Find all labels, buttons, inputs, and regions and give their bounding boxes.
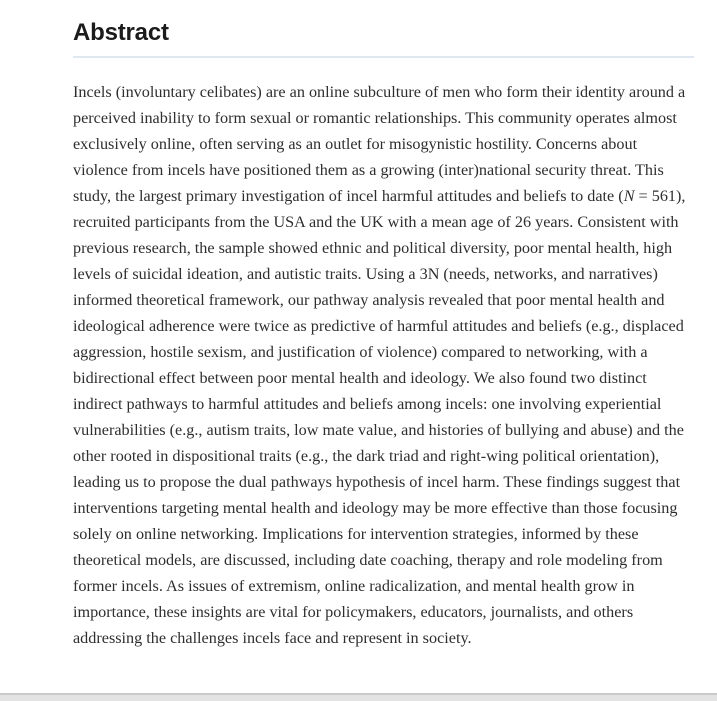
sample-size-variable: N bbox=[623, 187, 635, 205]
abstract-text-part1: Incels (involuntary celibates) are an online subculture of men who form their identity around a perceived inability to form sexual or romantic relationships. This community operates almost exclusively online, often serving as an outlet for misogynistic hostility. Concerns about violence from incels have positioned them as a growing (inter)national security threat. This study, the largest primary investigation of incel harmful attitudes and beliefs to date ( bbox=[73, 83, 686, 205]
abstract-heading: Abstract bbox=[73, 19, 169, 46]
abstract-text-part2: = 561), recruited participants from the USA and the UK with a mean age of 26 years. Consistent with previous research, the sample showed ethnic and political diversity, poor mental health, high levels of suicidal ideation, and autistic traits. Using a 3N (needs, networks, and narratives) informed theoretical framework, our pathway analysis revealed that poor mental health and ideological adherence were twice as predictive of harmful attitudes and beliefs (e.g., displaced aggression, hostile sexism, and justification of violence) compared to networking, with a bidirectional effect between poor mental health and ideology. We also found two distinct indirect pathways to harmful attitudes and beliefs among incels: one involving experiential vulnerabilities (e.g., autism traits, low mate value, and histories of bullying and abuse) and the other rooted in dispositional traits (e.g., the dark triad and right-wing political orientation), leading us to propose the dual pathways hypothesis of incel harm. These findings suggest that interventions targeting mental health and ideology may be more effective than those focusing solely on online networking. Implications for intervention strategies, informed by these theoretical models, are discussed, including date coaching, therapy and role modeling from former incels. As issues of extremism, online radicalization, and mental health grow in importance, these insights are vital for policymakers, educators, journalists, and others addressing the challenges incels face and represent in society. bbox=[73, 187, 686, 647]
abstract-paragraph bbox=[73, 58, 694, 651]
section-divider bbox=[0, 693, 717, 701]
abstract-section bbox=[73, 0, 694, 651]
